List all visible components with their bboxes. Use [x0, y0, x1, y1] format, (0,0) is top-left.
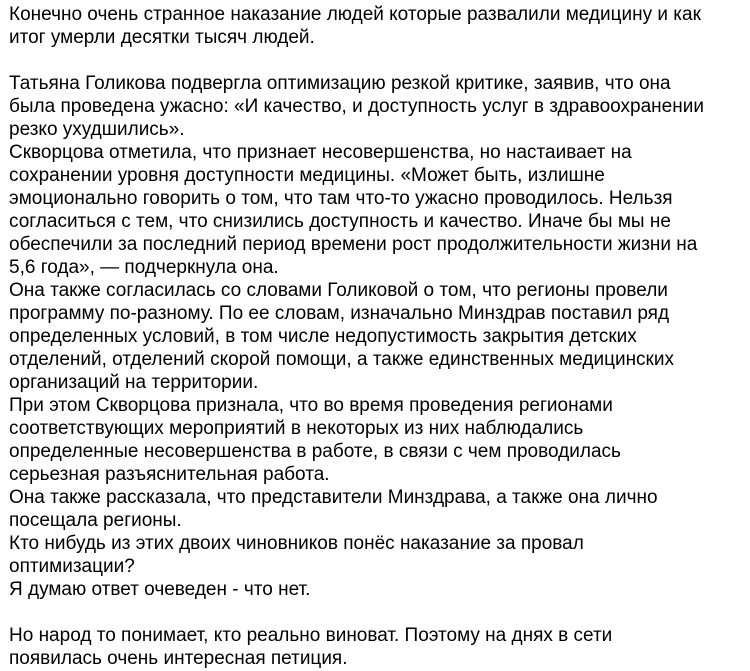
paragraph-outro [9, 624, 745, 670]
text-line: посещала регионы. [9, 510, 182, 531]
text-line: Татьяна Голикова подвергла оптимизацию резкой критике, заявив, что она [9, 73, 671, 94]
text-line: соответствующих мероприятий в некоторых из них наблюдались [9, 418, 584, 439]
text-line: программу по-разному. По ее словам, изначально Минздрав поставил ряд [9, 303, 670, 324]
text-line: согласиться с тем, что снизились доступность и качество. Иначе бы мы не [9, 211, 671, 232]
paragraph-gap [9, 601, 745, 624]
text-line: определенные несовершенства в работе, в связи с чем проводилась [9, 441, 621, 462]
paragraph-body [9, 72, 745, 601]
text-line: Конечно очень странное наказание людей которые развалили медицину и как [9, 4, 701, 25]
text-line: 5,6 года», — подчеркнула она. [9, 257, 279, 278]
text-line: При этом Скворцова признала, что во время проведения регионами [9, 395, 613, 416]
text-line: Я думаю ответ очеведен - что нет. [9, 579, 311, 600]
paragraph-intro [9, 3, 745, 49]
text-line: Кто нибудь из этих двоих чиновников понёс наказание за провал [9, 533, 584, 554]
text-line: Но народ то понимает, кто реально виноват. Поэтому на днях в сети [9, 625, 613, 646]
text-line: оптимизации? [9, 556, 135, 577]
post-text [9, 3, 745, 670]
text-line: серьезная разъяснительная работа. [9, 464, 330, 485]
text-line: обеспечили за последний период времени рост продолжительности жизни на [9, 234, 698, 255]
text-line: организаций на территории. [9, 372, 259, 393]
text-line: Она также рассказала, что представители Минздрава, а также она лично [9, 487, 658, 508]
text-line: была проведена ужасно: «И качество, и доступность услуг в здравоохранении [9, 96, 704, 117]
text-line: сохранении уровня доступности медицины. «Может быть, излишне [9, 165, 605, 186]
text-line: определенных условий, в том числе недопустимость закрытия детских [9, 326, 637, 347]
text-line: появилась очень интересная петиция. [9, 648, 348, 669]
text-line: Скворцова отметила, что признает несовершенства, но настаивает на [9, 142, 632, 163]
text-line: итог умерли десятки тысяч людей. [9, 27, 315, 48]
text-line: отделений, отделений скорой помощи, а также единственных медицинских [9, 349, 674, 370]
text-line: эмоционально говорить о том, что там что-то ужасно проводилось. Нельзя [9, 188, 673, 209]
text-line: резко ухудшились». [9, 119, 185, 140]
text-line: Она также согласилась со словами Голиковой о том, что регионы провели [9, 280, 668, 301]
paragraph-gap [9, 49, 745, 72]
